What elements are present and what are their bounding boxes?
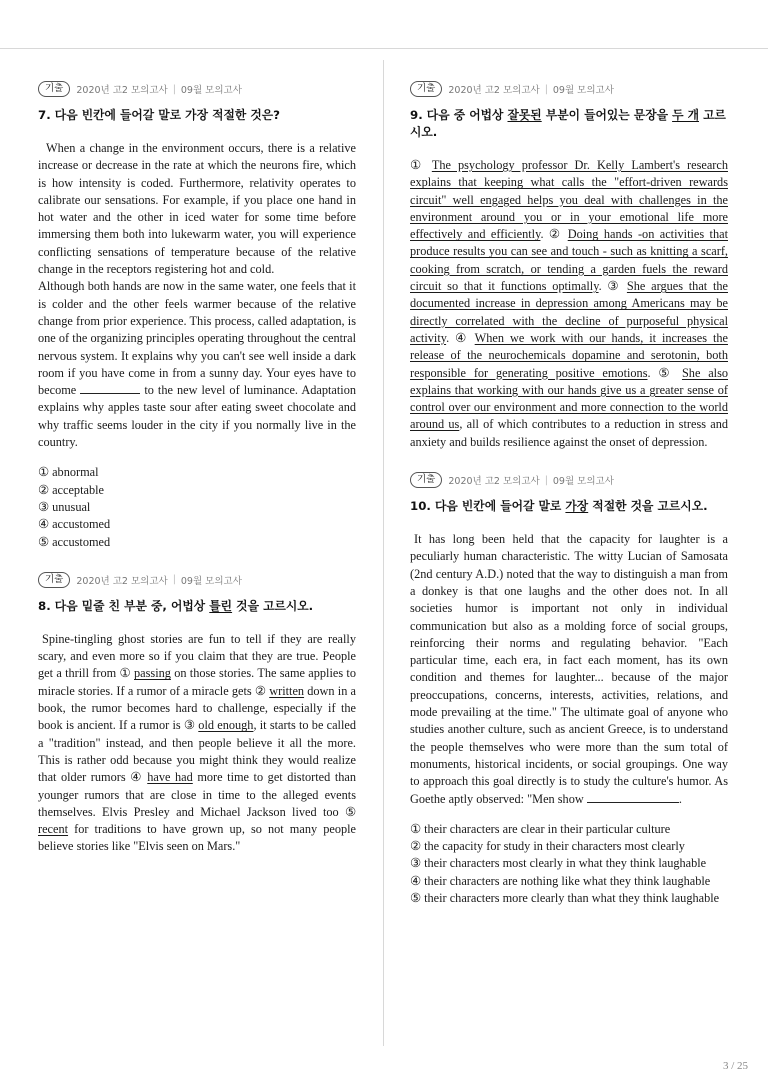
passage-text: on those stories. The same applies to miracle stories. If a rumor of a miracle gets ② (38, 666, 356, 698)
option-5[interactable]: ⑤ their characters more clearly than what they think laughable (410, 890, 720, 905)
underlined-choice-4[interactable]: have had (147, 770, 193, 785)
underlined-choice-1[interactable]: passing (134, 666, 171, 681)
source-month: 09월 모의고사 (180, 575, 242, 587)
option-4[interactable]: ④ their characters are nothing like what they think laughable (410, 873, 711, 888)
option-2[interactable]: ② acceptable (38, 482, 104, 497)
passage (410, 157, 728, 451)
underlined-choice-5[interactable]: recent (38, 822, 69, 837)
question-9 (410, 80, 728, 451)
tag-separator: | (544, 83, 548, 95)
question-10 (410, 471, 728, 907)
question-title (410, 107, 728, 141)
title-text: 9. 다음 중 어법상 (410, 108, 508, 122)
source-year: 2020년 고2 모의고사 (448, 85, 540, 96)
option-1[interactable]: ① abnormal (38, 465, 99, 480)
tag-separator: | (544, 474, 548, 486)
question-7 (38, 80, 356, 551)
question-title (38, 598, 356, 615)
passage-text: more time to get distorted than younger rumors that are close in time to the alleged events themselves. Elvis Presley and Michael Jackson lived too ⑤ (38, 770, 356, 819)
underlined-choice-3[interactable]: old enough (198, 718, 254, 733)
source-year: 2020년 고2 모의고사 (448, 476, 540, 488)
source-badge: 기출 (410, 81, 442, 97)
source-month: 09월 모의고사 (180, 85, 242, 96)
tag-separator: | (172, 574, 176, 586)
option-3[interactable]: ③ their characters most clearly in what they think laughable (410, 856, 707, 871)
title-emphasis: 틀린 (209, 598, 233, 613)
source-month: 09월 모의고사 (552, 476, 614, 488)
choice-marker: . ⑤ (647, 365, 682, 380)
choice-marker: ① (410, 158, 432, 172)
passage-text: down in a book, the rumor becomes hard to challenge, especially if the book is ancient. If a rumor is ③ (38, 683, 356, 733)
passage (410, 531, 728, 808)
passage-text: for traditions to have grown up, so not many people believe stories like "Elvis seen on Mars." (38, 822, 356, 854)
title-emphasis: 가장 (565, 499, 589, 514)
source-year: 2020년 고2 모의고사 (76, 85, 168, 96)
option-4[interactable]: ④ accustomed (38, 517, 111, 532)
choice-marker: . ③ (598, 279, 627, 294)
title-emphasis: 두 개 (672, 108, 699, 122)
sentence-choice-5[interactable]: She also explains that working with our hands give us a greater sense of control over our environment and more connection to the world around us (410, 365, 729, 432)
tag-separator: | (172, 83, 176, 95)
passage-text: Spine-tingling ghost stories are fun to tell if they are really scary, and even more so if you claim that they are true. People get a thrill from ① (38, 631, 356, 681)
header-rule (0, 48, 768, 49)
left-column (38, 80, 356, 856)
passage (38, 140, 356, 451)
passage-text: , it starts to be called a "tradition" instead, and then people believe it all the more. This is rather odd because you might think they would realize that older rumors ④ (38, 718, 356, 785)
passage-text: It has long been held that the capacity for laughter is a peculiarly human characteristic. The witty Lucian of Samosata (2nd century A.D.) noted that the way to distinguish a man from a donkey is that one laughs and the other does not. In all societies humor is important not only in individual communication but also as a molding force of social groups, reinforcing their norms and regulating behavior. "Each particular time, each era, in fact each moment, has its own condition and themes for laughter... because of the major preoccupations, concerns, interests, activities, relations, and mode prevailing at the time." The ultimate goal of anyone who studies another culture, such as ancient Greece, is to understand the people themselves who were more than the sum total of monuments, historical incidents, or social groupings. One way to approach this goal directly is to study the culture's humor. As Goethe aptly observed: "Men show (410, 532, 728, 806)
passage-paragraph (38, 278, 356, 451)
source-month: 09월 모의고사 (552, 85, 614, 96)
passage-text: Although both hands are now in the same water, one feels that it is colder and the other feels warmer because of the relative change from prior experience. This process, called adaptation, is one of the organizing principles operating throughout the central nervous system. It explains why you can't see well inside a dark room if you have come in from a sunny day. Your eyes have to become (38, 279, 356, 398)
sentence-choice-1[interactable]: The psychology professor Dr. Kelly Lambert's research explains that keeping what calls the "effort-driven rewards circuit" well engaged helps you deal with challenges in the environment around you or in your emotional life more effectively and efficiently (410, 158, 728, 242)
question-title: 7. 다음 빈칸에 들어갈 말로 가장 적절한 것은? (38, 108, 281, 122)
option-3[interactable]: ③ unusual (38, 499, 91, 514)
source-tag (38, 571, 356, 589)
title-text: 8. 다음 밑줄 친 부분 중, 어법상 (38, 598, 210, 613)
passage-text: . (678, 791, 682, 806)
passage-text: to the new level of luminance. Adaptation explains why apples taste sour after eating sweet chocolate and why traffic seems louder in the city if you normally live in the country. (38, 383, 356, 450)
underlined-choice-2[interactable]: written (269, 683, 305, 698)
title-text: 적절한 것을 고르시오. (588, 499, 708, 514)
source-badge: 기출 (38, 572, 70, 588)
sentence-choice-3[interactable]: She argues that the documented increase in depression among Americans may be directly correlated with the decline of purposeful physical activity (410, 279, 728, 345)
source-tag (38, 80, 356, 98)
option-list (38, 464, 356, 550)
source-badge: 기출 (38, 81, 70, 97)
option-1[interactable]: ① their characters are clear in their particular culture (410, 821, 671, 836)
passage-text: , all of which contributes to a reduction in stress and anxiety and builds resilience against the onset of depression. (410, 417, 728, 449)
sentence-choice-4[interactable]: When we work with our hands, it increases the release of the neurochemicals dopamine and serotonin, both responsible for generating positive emotions (410, 330, 728, 380)
question-title (410, 498, 728, 515)
page-number: 3 / 25 (722, 1060, 748, 1072)
answer-blank (587, 792, 679, 803)
source-tag (410, 471, 728, 489)
option-2[interactable]: ② the capacity for study in their characters most clearly (410, 839, 685, 854)
choice-marker: . ② (540, 227, 568, 242)
question-8 (38, 571, 356, 856)
title-emphasis: 잘못된 (507, 108, 542, 122)
source-badge: 기출 (410, 472, 442, 488)
source-year: 2020년 고2 모의고사 (76, 575, 168, 587)
title-text: 것을 고르시오. (232, 598, 314, 613)
right-column (410, 80, 728, 907)
option-list (410, 821, 728, 907)
sentence-choice-2[interactable]: Doing hands -on activities that produce results you can see and touch - such as knitting a scarf, cooking from scratch, or tending a garden fuels the reward circuit so that it functions optimally (410, 227, 728, 294)
passage (38, 631, 356, 856)
option-5[interactable]: ⑤ accustomed (38, 534, 111, 549)
column-divider (383, 60, 384, 1046)
source-tag (410, 80, 728, 98)
title-text: 부분이 들어있는 문장을 (541, 108, 673, 122)
passage-paragraph: When a change in the environment occurs, there is a relative increase or decrease in the rate at which the neurons fire, which is how intensity is coded. Furthermore, relativity operates to calibrate our sensations. For example, if you place one hand in hot water and the other in iced water for some time before immersing them both into lukewarm water, you will experience conflicting sensations of temperature because of the relative change in the receptors registering hot and cold. (38, 141, 356, 277)
choice-marker: . ④ (446, 330, 475, 345)
answer-blank (80, 383, 140, 394)
title-text: 10. 다음 빈칸에 들어갈 말로 (410, 499, 566, 514)
title-text: 고르시오. (410, 108, 726, 139)
